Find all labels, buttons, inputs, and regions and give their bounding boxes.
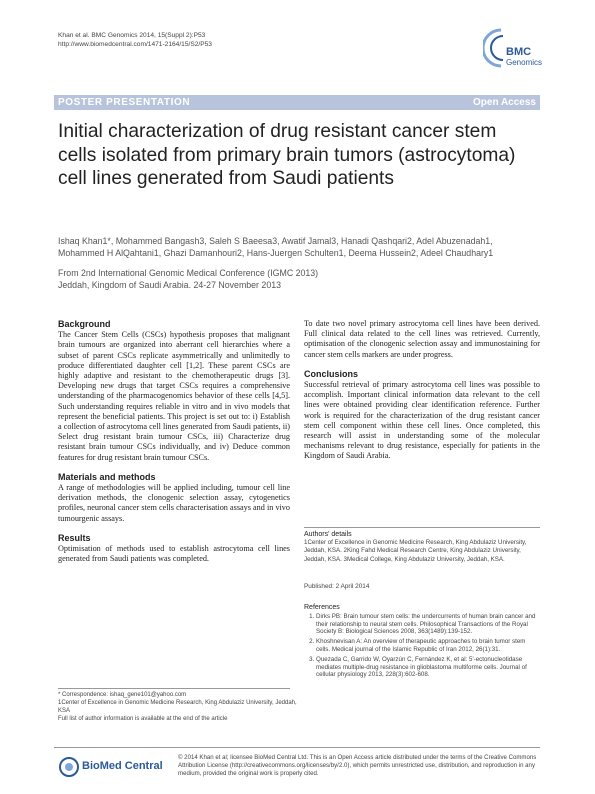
logo-text-bmc: BMC xyxy=(506,46,532,58)
reference-item: 2. Khoshnevisan A: An overview of therapeutic approaches to brain tumor stem cells. Medical journal of the Islamic Republic of Iran 2012, 26(1):31. xyxy=(316,638,540,654)
results-continued-text: To date two novel primary astrocytoma cell lines have been derived. Full clinical data related to the cell lines was retrieved. Currently, optimisation of the clonogenic selection assay and immunostaining for cancer stem cells markers are under progress. xyxy=(304,319,540,359)
results-heading: Results xyxy=(58,532,91,543)
reference-list xyxy=(304,613,540,679)
license-text: © 2014 Khan et al; licensee BioMed Central Ltd. This is an Open Access article distributed under the terms of the Creative Commons Attribution License (http://creativecommons.org/licenses/by/2.0), which permits unrestricted use, distribution, and reproduction in any medium, provided the original work is properly cited. xyxy=(178,754,537,778)
left-column xyxy=(58,319,290,573)
conference-info xyxy=(58,268,528,291)
correspondence: * Correspondence: ishaq_gene101@yahoo.com xyxy=(58,692,187,698)
logo-text-journal: Genomics xyxy=(506,58,543,67)
footnote-divider xyxy=(58,688,290,689)
biomed-central-logo xyxy=(58,756,173,778)
publisher-name: BioMed Central xyxy=(82,760,163,772)
bottom-divider xyxy=(54,747,540,748)
author-info-note: Full list of author information is available at the end of the article xyxy=(58,716,228,722)
reference-item: 3. Quezada C, Garrido W, Oyarzún C, Fernández K, et al: 5'-ectonucleotidase mediates multiple-drug resistance in glioblastoma multiforme cells. Journal of cellular physiology 2013, 228(3):602-608. xyxy=(316,656,540,679)
open-access-label: Open Access xyxy=(473,97,536,108)
conclusions-text: Successful retrieval of primary astrocytoma cell lines was possible to accomplish. Important clinical information data relevant to the cell lines were obtained providing clear identification reference. Further work is required for the characterization of the drug resistant cancer stem cell component within these cell lines. Once completed, this research will assist in understanding some of the molecular mechanisms relevant to drug resistance, especially for patients in the Kingdom of Saudi Arabia. xyxy=(304,380,540,461)
results-text: Optimisation of methods used to establish astrocytoma cell lines generated from Saudi patients was completed. xyxy=(58,544,290,564)
authors-details xyxy=(304,531,540,564)
references-heading: References xyxy=(304,604,340,611)
article-title: Initial characterization of drug resistant cancer stem cells isolated from primary brain tumors (astrocytoma) cell lines generated from Saudi patients xyxy=(58,121,516,189)
conclusions-heading: Conclusions xyxy=(304,368,359,379)
right-column xyxy=(304,319,540,471)
citation-block xyxy=(58,31,212,49)
published-date: Published: 2 April 2014 xyxy=(304,583,370,590)
references xyxy=(304,604,540,681)
conference-location: Jeddah, Kingdom of Saudi Arabia. 24-27 November 2013 xyxy=(58,279,282,290)
article-url[interactable]: http://www.biomedcentral.com/1471-2164/15/S2/P53 xyxy=(58,41,212,48)
article-type-label: POSTER PRESENTATION xyxy=(58,97,191,108)
biomed-swirl-icon xyxy=(58,756,80,778)
methods-heading: Materials and methods xyxy=(58,471,156,482)
article-type-banner xyxy=(54,95,540,110)
reference-item: 1. Dirks PB: Brain tumour stem cells: the undercurrents of human brain cancer and their relationship to neural stem cells. Philosophical Transactions of the Royal Society B: Biological Sciences 2008, 363(1489):139-152. xyxy=(316,613,540,636)
citation-line: Khan et al. BMC Genomics 2014, 15(Suppl 2):P53 xyxy=(58,32,206,39)
bmc-genomics-logo xyxy=(483,28,545,74)
background-text: The Cancer Stem Cells (CSCs) hypothesis proposes that malignant brain tumours are organized into aberrant cell hierarchies where a subset of parent CSCs replicate asymmetrically and unlimitedly to produce differentiated daughter cell [1,2]. These parent CSCs are highly adaptive and resistant to the chemotherapeutic drugs [3]. Developing new drugs that target CSCs requires a comprehensive understanding of the pharmacogenomics behavior of these cells [4,5]. Such understanding requires reliable in vitro and in vivo models that represent the beneficial patients. This project is set out to: i) Establish a collection of astrocytoma cell lines generated from Saudi patients, ii) Select drug resistant brain tumour CSCs, iii) Characterize drug resistant brain tumour CSCs individually, and iv) Deduce common features for drug resistant brain tumour CSCs. xyxy=(58,330,290,462)
authors-details-heading: Authors' details xyxy=(304,531,352,538)
author-list: Ishaq Khan1*, Mohammed Bangash3, Saleh S Baeesa3, Awatif Jamal3, Hanadi Qashqari2, Adel Abuzenadah1, Mohammed H AlQahtani1, Ghazi Damanhouri2, Hans-Juergen Schulten1, Deema Hussein2, Adeel Chaudhary1 xyxy=(58,236,494,258)
declarations-divider xyxy=(304,527,540,528)
footnote xyxy=(58,691,298,723)
affiliation: 1Center of Excellence in Genomic Medicine Research, King Abdulaziz University, Jeddah, KSA xyxy=(58,700,297,714)
background-heading: Background xyxy=(58,319,111,329)
conference-name: From 2nd International Genomic Medical Conference (IGMC 2013) xyxy=(58,268,319,278)
bmc-arc-icon xyxy=(483,28,505,68)
methods-text: A range of methodologies will be applied including, tumour cell line derivation methods, the clonogenic selection assay, cytogenetics profiles, neuronal cancer stem cells characterisation assays and in vivo tumourgenic assays. xyxy=(58,483,290,523)
authors-details-text: 1Center of Excellence in Genomic Medicine Research, King Abdulaziz University, Jeddah, KSA. 2King Fahd Medical Research Centre, King Abdulaziz University, Jeddah, KSA. 3Medical College, King Abdulaziz University, Jeddah, KSA. xyxy=(304,539,527,563)
